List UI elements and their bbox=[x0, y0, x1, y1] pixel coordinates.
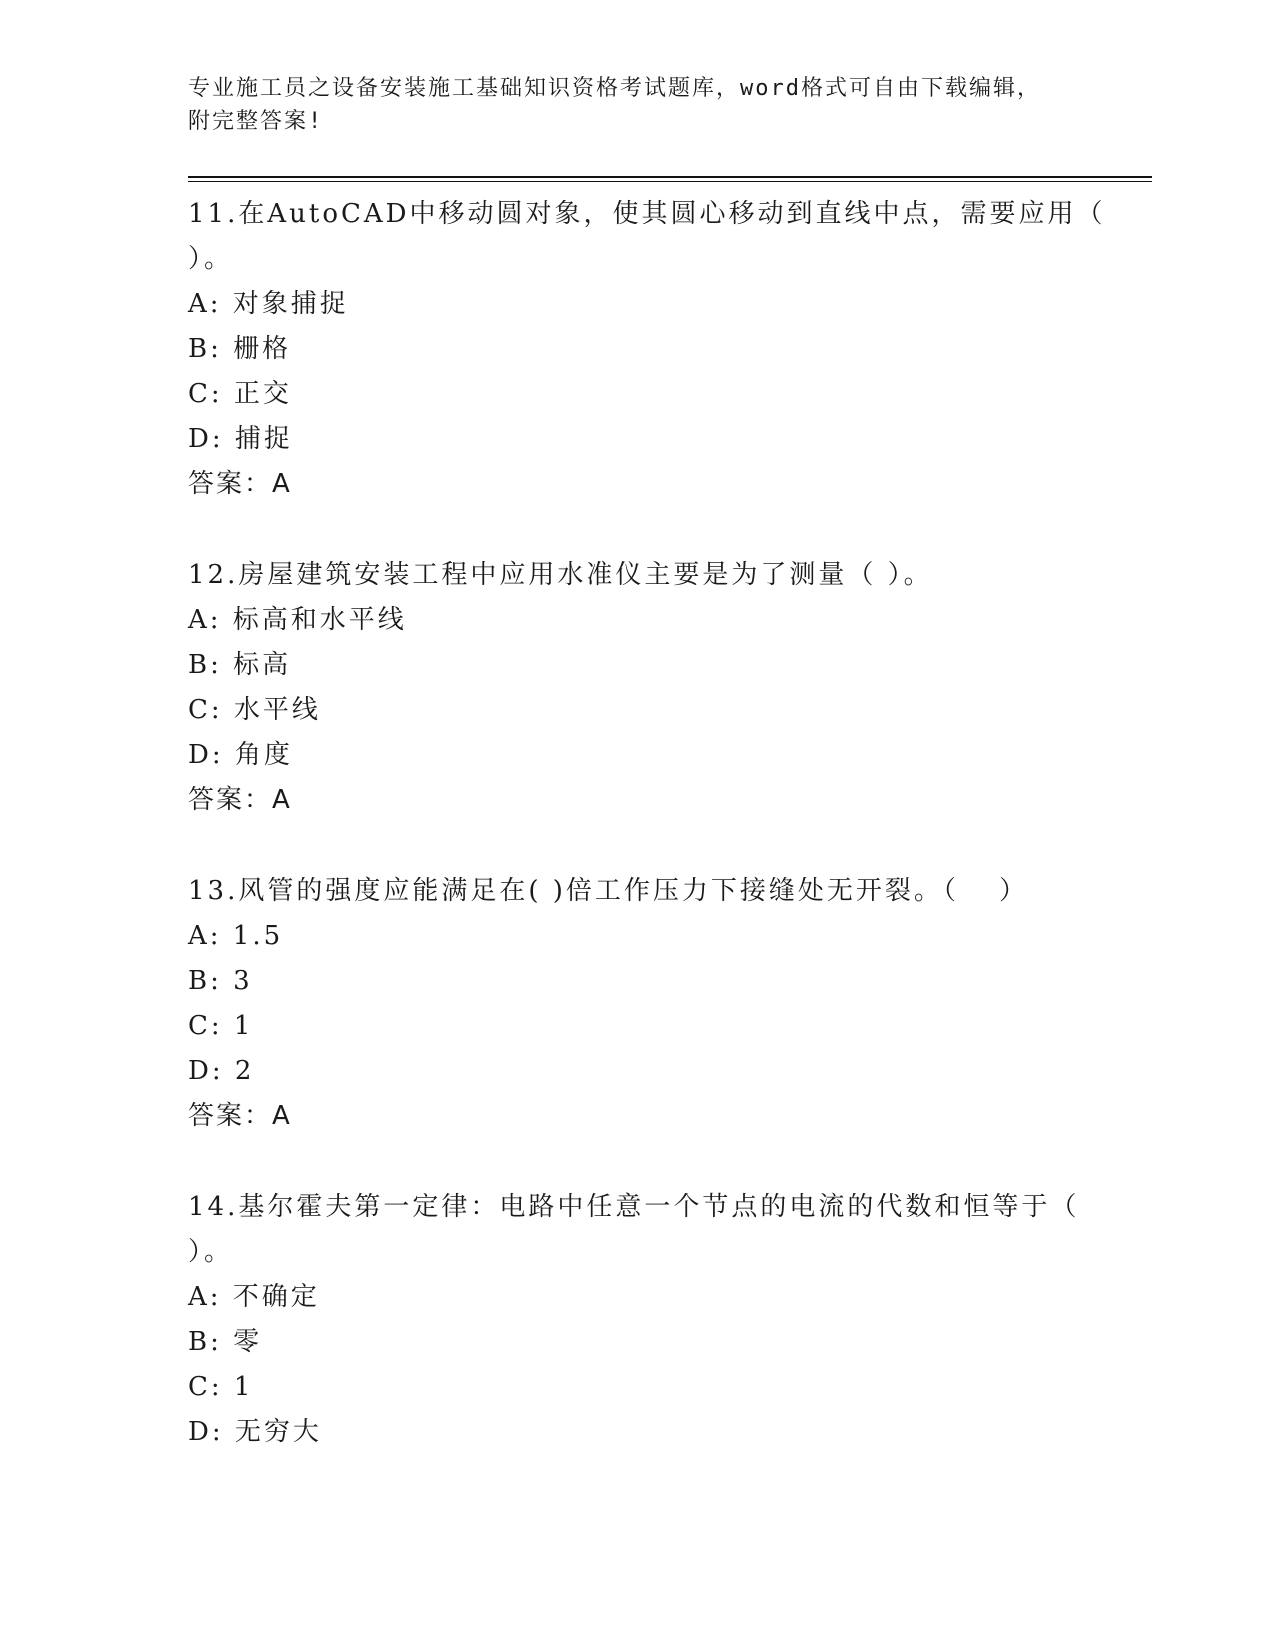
header-line-2: 附完整答案! bbox=[188, 109, 324, 134]
option-b: B: 3 bbox=[188, 966, 253, 996]
answer-line: 答案：A bbox=[188, 1101, 292, 1131]
option-b: B: 栅格 bbox=[188, 334, 292, 364]
question-12 bbox=[188, 553, 1152, 823]
option-d: D: 2 bbox=[188, 1056, 255, 1086]
question-11 bbox=[188, 192, 1152, 507]
question-stem-continued: ）。 bbox=[188, 1237, 234, 1267]
answer-line: 答案：A bbox=[188, 469, 292, 499]
question-13 bbox=[188, 869, 1152, 1139]
question-stem: 11.在AutoCAD中移动圆对象，使其圆心移动到直线中点，需要应用（ bbox=[188, 199, 1106, 229]
option-b: B: 标高 bbox=[188, 650, 292, 680]
option-a: A: 对象捕捉 bbox=[188, 289, 349, 319]
document-header bbox=[188, 72, 1152, 138]
question-14 bbox=[188, 1185, 1152, 1455]
option-d: D: 无穷大 bbox=[188, 1417, 322, 1447]
question-list bbox=[188, 192, 1152, 1455]
document-page bbox=[188, 72, 1152, 1501]
option-d: D: 捕捉 bbox=[188, 424, 293, 454]
option-c: C: 1 bbox=[188, 1372, 254, 1402]
option-a: A: 标高和水平线 bbox=[188, 605, 407, 635]
header-divider bbox=[188, 176, 1152, 182]
option-d: D: 角度 bbox=[188, 740, 293, 770]
option-a: A: 1.5 bbox=[188, 921, 284, 951]
header-line-1: 专业施工员之设备安装施工基础知识资格考试题库，word格式可自由下载编辑， bbox=[188, 76, 1041, 101]
option-b: B: 零 bbox=[188, 1327, 263, 1357]
question-stem: 12.房屋建筑安装工程中应用水准仪主要是为了测量（ ）。 bbox=[188, 560, 933, 590]
option-c: C: 正交 bbox=[188, 379, 292, 409]
answer-line: 答案：A bbox=[188, 785, 292, 815]
question-stem-continued: ）。 bbox=[188, 244, 234, 274]
question-stem: 14.基尔霍夫第一定律：电路中任意一个节点的电流的代数和恒等于（ bbox=[188, 1192, 1080, 1222]
option-c: C: 水平线 bbox=[188, 695, 321, 725]
option-c: C: 1 bbox=[188, 1011, 254, 1041]
option-a: A: 不确定 bbox=[188, 1282, 320, 1312]
question-stem: 13.风管的强度应能满足在( )倍工作压力下接缝处无开裂。（ ） bbox=[188, 876, 1029, 906]
